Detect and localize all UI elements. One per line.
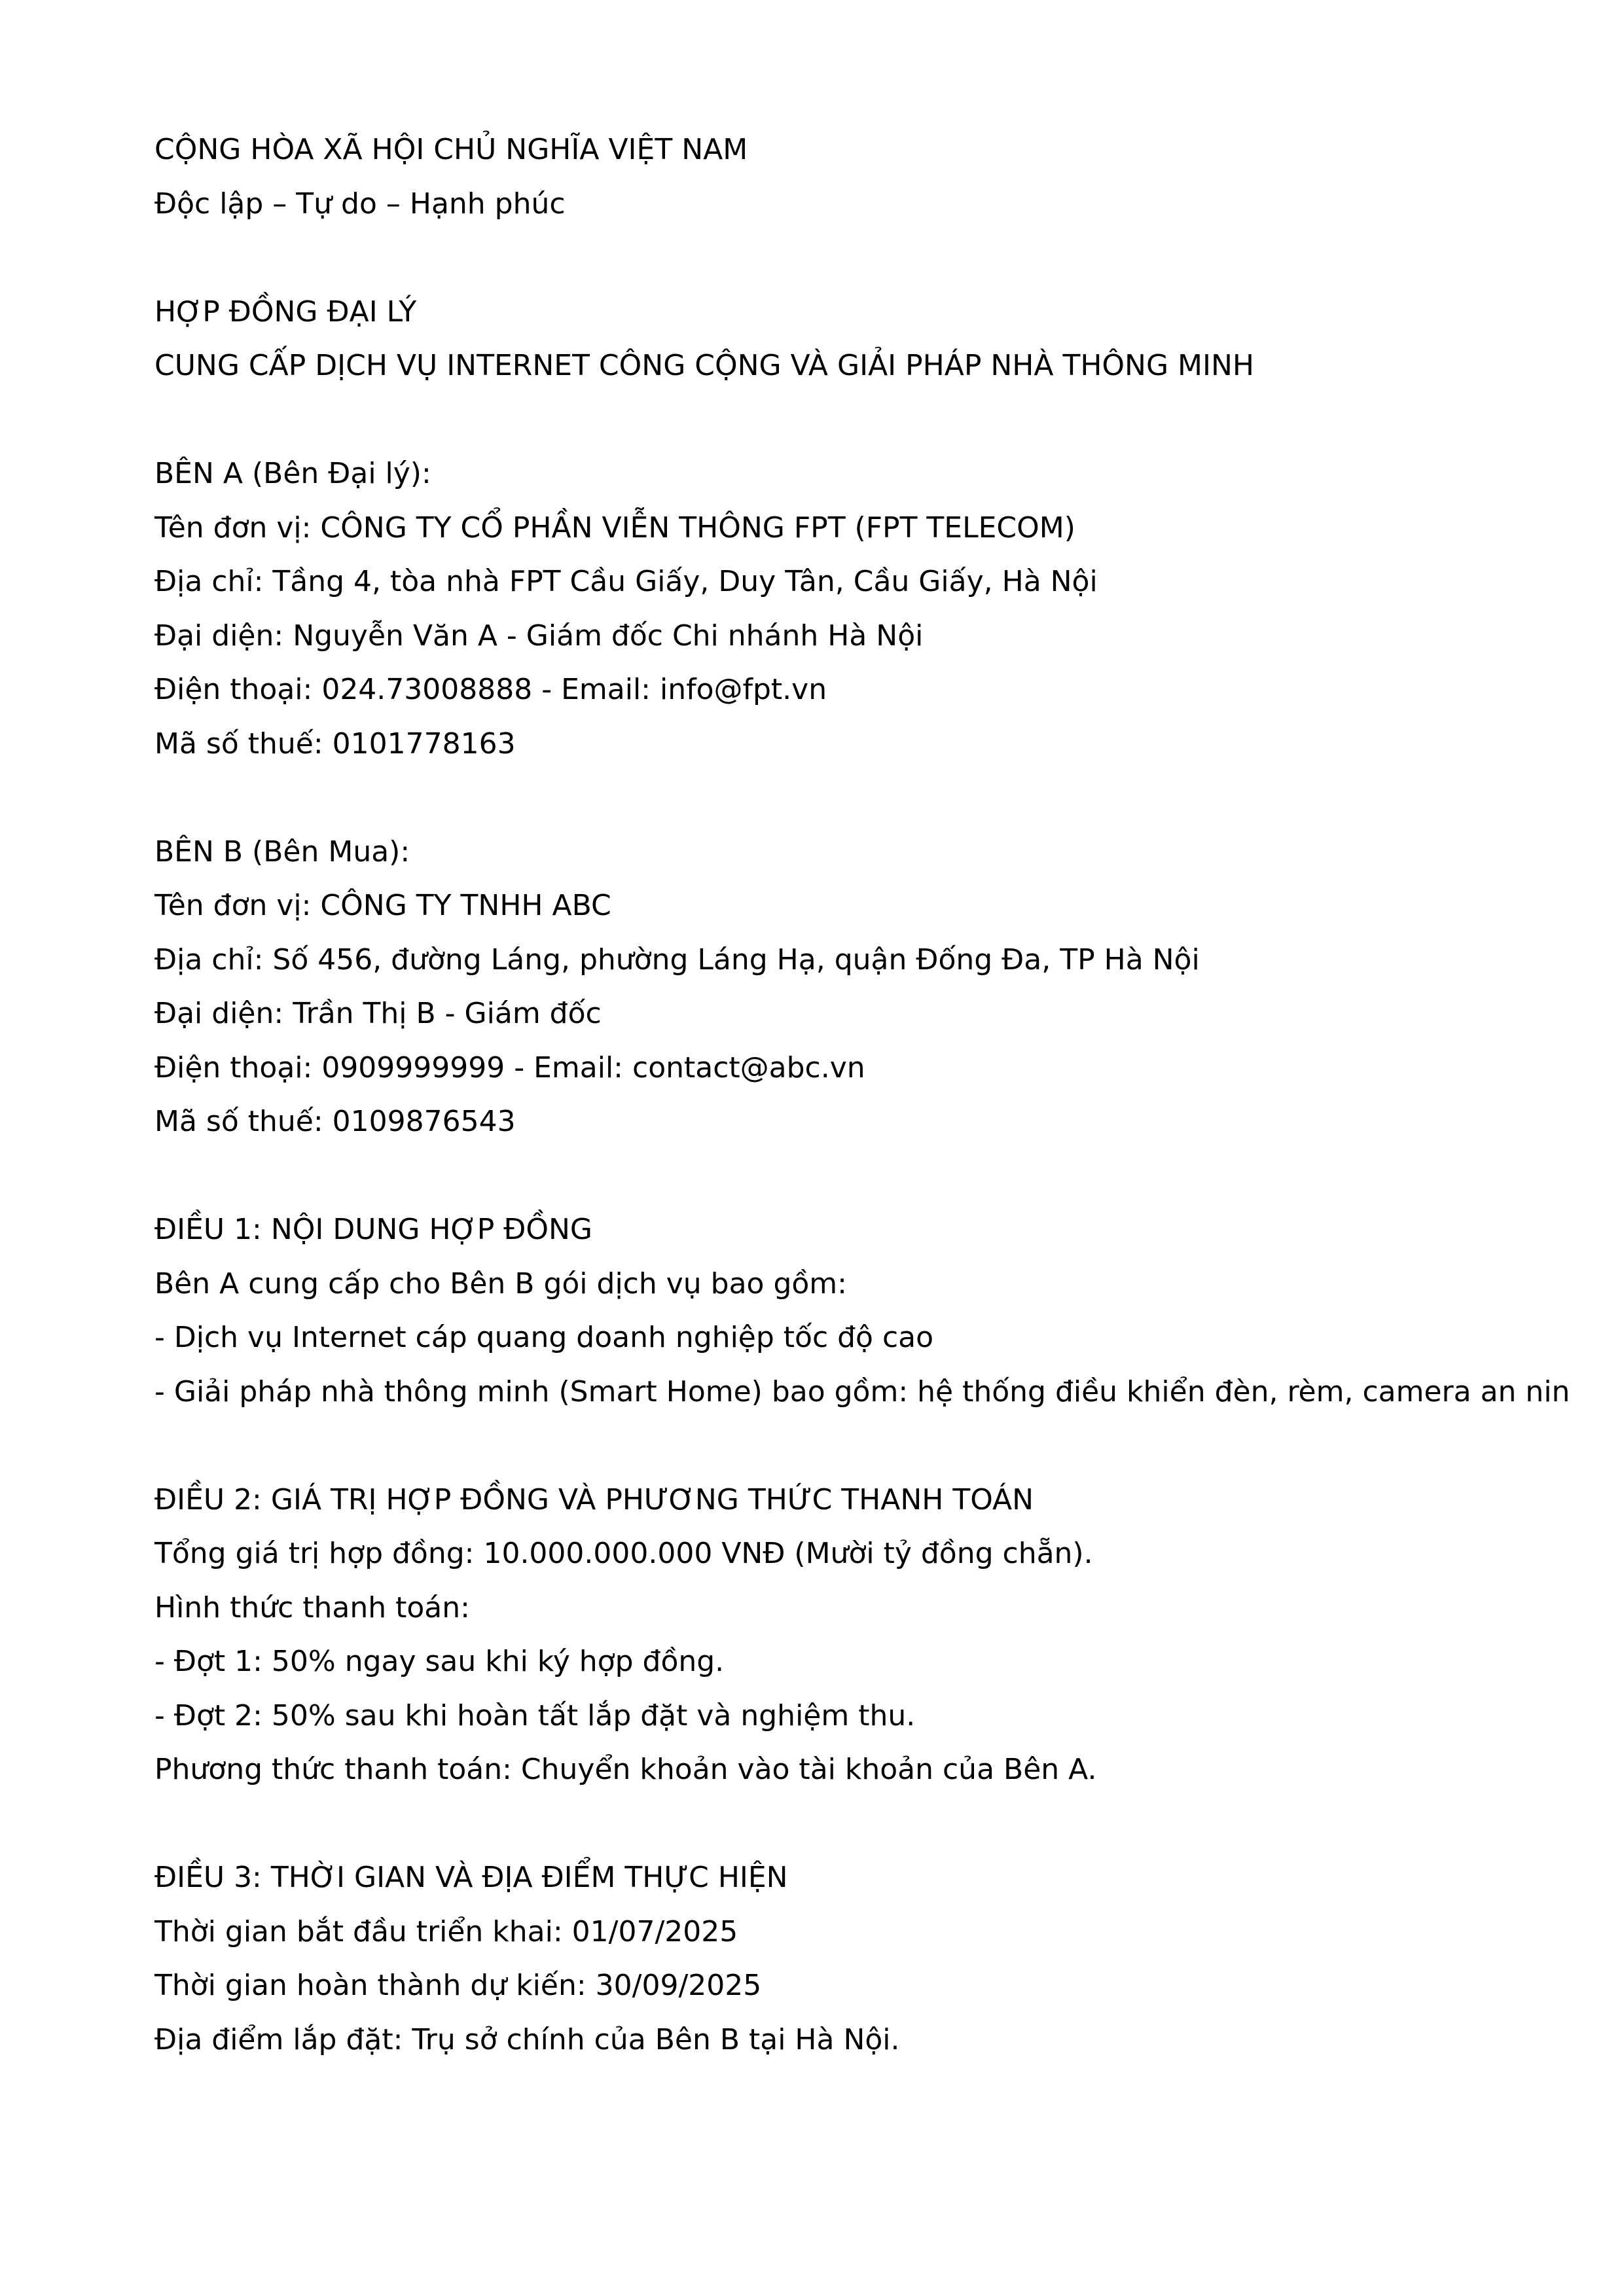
- article-1-item: - Dịch vụ Internet cáp quang doanh nghiệp tốc độ cao: [154, 1321, 934, 1354]
- spacer: [154, 393, 1624, 448]
- article-2-total-value: Tổng giá trị hợp đồng: 10.000.000.000 VNĐ (Mười tỷ đồng chẵn).: [154, 1537, 1093, 1570]
- article-2-payment-method: Phương thức thanh toán: Chuyển khoản vào tài khoản của Bên A.: [154, 1753, 1097, 1786]
- contract-body: [154, 123, 1624, 2067]
- country-name: CỘNG HÒA XÃ HỘI CHỦ NGHĨA VIỆT NAM: [154, 133, 748, 166]
- article-1-intro: Bên A cung cấp cho Bên B gói dịch vụ bao gồm:: [154, 1266, 847, 1300]
- article-3-end-date: Thời gian hoàn thành dự kiến: 30/09/2025: [154, 1969, 762, 2002]
- party-a-heading: BÊN A (Bên Đại lý):: [154, 457, 431, 490]
- article-3-start-date: Thời gian bắt đầu triển khai: 01/07/2025: [154, 1914, 738, 1948]
- article-2-heading: ĐIỀU 2: GIÁ TRỊ HỢP ĐỒNG VÀ PHƯƠNG THỨC THANH TOÁN: [154, 1482, 1034, 1516]
- party-b-heading: BÊN B (Bên Mua):: [154, 834, 410, 869]
- article-3-location: Địa điểm lắp đặt: Trụ sở chính của Bên B tại Hà Nội.: [154, 2022, 900, 2056]
- party-b-address: Địa chỉ: Số 456, đường Láng, phường Láng Hạ, quận Đống Đa, TP Hà Nội: [154, 942, 1200, 977]
- party-b-contact: Điện thoại: 0909999999 - Email: contact@abc.vn: [154, 1050, 865, 1085]
- party-b-name: Tên đơn vị: CÔNG TY TNHH ABC: [154, 889, 611, 922]
- party-a-address: Địa chỉ: Tầng 4, tòa nhà FPT Cầu Giấy, Duy Tân, Cầu Giấy, Hà Nội: [154, 565, 1098, 598]
- article-2-payment-form-label: Hình thức thanh toán:: [154, 1590, 470, 1624]
- party-a-tax-code: Mã số thuế: 0101778163: [154, 726, 516, 761]
- article-1-heading: ĐIỀU 1: NỘI DUNG HỢP ĐỒNG: [154, 1213, 592, 1246]
- spacer: [154, 231, 1624, 285]
- spacer: [154, 771, 1624, 825]
- article-2-installment: - Đợt 2: 50% sau khi hoàn tất lắp đặt và nghiệm thu.: [154, 1698, 916, 1732]
- spacer: [154, 1797, 1624, 1852]
- article-2-installment: - Đợt 1: 50% ngay sau khi ký hợp đồng.: [154, 1645, 725, 1678]
- spacer: [154, 1419, 1624, 1473]
- party-b-representative: Đại diện: Trần Thị B - Giám đốc: [154, 997, 602, 1030]
- article-3-heading: ĐIỀU 3: THỜI GIAN VÀ ĐỊA ĐIỂM THỰC HIỆN: [154, 1861, 788, 1894]
- party-a-name: Tên đơn vị: CÔNG TY CỔ PHẦN VIỄN THÔNG FPT (FPT TELECOM): [154, 511, 1075, 545]
- party-a-contact: Điện thoại: 024.73008888 - Email: info@fpt.vn: [154, 673, 827, 706]
- party-a-representative: Đại diện: Nguyễn Văn A - Giám đốc Chi nhánh Hà Nội: [154, 619, 924, 653]
- spacer: [154, 1149, 1624, 1204]
- article-1-item: - Giải pháp nhà thông minh (Smart Home) bao gồm: hệ thống điều khiển đèn, rèm, camera an nin: [154, 1374, 1570, 1408]
- national-motto: Độc lập – Tự do – Hạnh phúc: [154, 187, 566, 221]
- contract-subtitle: CUNG CẤP DỊCH VỤ INTERNET CÔNG CỘNG VÀ GIẢI PHÁP NHÀ THÔNG MINH: [154, 349, 1254, 382]
- contract-title: HỢP ĐỒNG ĐẠI LÝ: [154, 295, 417, 329]
- party-b-tax-code: Mã số thuế: 0109876543: [154, 1105, 516, 1138]
